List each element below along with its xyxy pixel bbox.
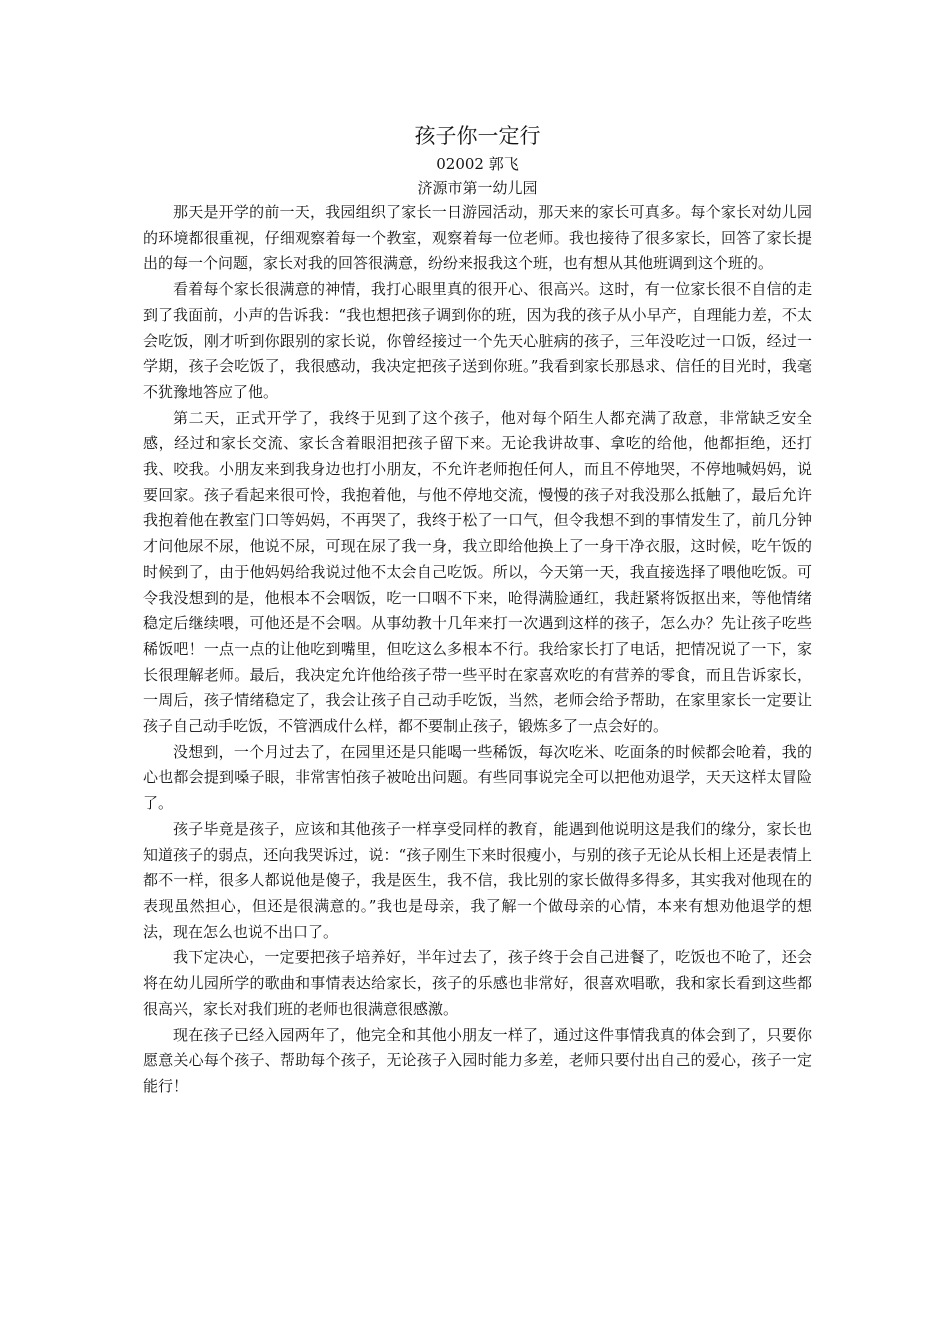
body-paragraph: 现在孩子已经入园两年了，他完全和其他小朋友一样了，通过这件事情我真的体会到了，只要你愿意关心每个孩子、帮助每个孩子，无论孩子入园时能力多差，老师只要付出自己的爱心，孩子一定能行！ [143,1025,812,1095]
body-paragraph: 那天是开学的前一天，我园组织了家长一日游园活动，那天来的家长可真多。每个家长对幼儿园的环境都很重视，仔细观察着每一个教室，观察着每一位老师。我也接待了很多家长，回答了家长提出的每一个问题，家长对我的回答很满意，纷纷来报我这个班，也有想从其他班调到这个班的。 [143,203,812,273]
body-paragraph: 我下定决心，一定要把孩子培养好，半年过去了，孩子终于会自己进餐了，吃饭也不呛了，还会将在幼儿园所学的歌曲和事情表达给家长，孩子的乐感也非常好，很喜欢唱歌，我和家长看到这些都很高兴，家长对我们班的老师也很满意很感激。 [143,948,812,1018]
document-title: 孩子你一定行 [414,124,541,148]
body-paragraph: 第二天，正式开学了，我终于见到了这个孩子，他对每个陌生人都充满了敌意，非常缺乏安全感，经过和家长交流、家长含着眼泪把孩子留下来。无论我讲故事、拿吃的给他，他都拒绝，还打我、咬我。小朋友来到我身边也打小朋友，不允许老师抱任何人，而且不停地哭，不停地喊妈妈，说要回家。孩子看起来很可怜，我抱着他，与他不停地交流，慢慢的孩子对我没那么抵触了，最后允许我抱着他在教室门口等妈妈，不再哭了，我终于松了一口气，但令我想不到的事情发生了，前几分钟才问他尿不尿，他说不尿，可现在尿了我一身，我立即给他换上了一身干净衣服，这时候，吃午饭的时候到了，由于他妈妈给我说过他不太会自己吃饭。所以，今天第一天，我直接选择了喂他吃饭。可令我没想到的是，他根本不会咽饭，吃一口咽不下来，呛得满脸通红，我赶紧将饭抠出来，等他情绪稳定后继续喂，可他还是不会咽。从事幼教十几年来打一次遇到这样的孩子，怎么办？先让孩子吃些稀饭吧！一点一点的让他吃到嘴里，但吃这么多根本不行。我给家长打了电话，把情况说了一下，家长很理解老师。最后，我决定允许他给孩子带一些平时在家喜欢吃的有营养的零食，而且告诉家长，一周后，孩子情绪稳定了，我会让孩子自己动手吃饭，当然，老师会给予帮助，在家里家长一定要让孩子自己动手吃饭，不管洒成什么样，都不要制止孩子，锻炼多了一点会好的。 [143,408,812,736]
organization-line: 济源市第一幼儿园 [417,179,538,197]
author-line: 02002 郭飞 [436,155,519,173]
body-paragraph: 看着每个家长很满意的神情，我打心眼里真的很开心、很高兴。这时，有一位家长很不自信的走到了我面前，小声的告诉我：“我也想把孩子调到你的班，因为我的孩子从小早产，自理能力差，不太会吃饭，刚才听到你跟别的家长说，你曾经接过一个先天心脏病的孩子，三年没吃过一口饭，经过一学期，孩子会吃饭了，我很感动，我决定把孩子送到你班。”我看到家长那恳求、信任的目光时，我毫不犹豫地答应了他。 [143,280,812,401]
document-body [143,200,812,1100]
body-paragraph: 孩子毕竟是孩子，应该和其他孩子一样享受同样的教育，能遇到他说明这是我们的缘分，家长也知道孩子的弱点，还向我哭诉过，说：“孩子刚生下来时很瘦小，与别的孩子无论从长相上还是表情上都不一样，很多人都说他是傻子，我是医生，我不信，我比别的家长做得多得多，其实我对他现在的表现虽然担心，但还是很满意的。”我也是母亲，我了解一个做母亲的心情，本来有想劝他退学的想法，现在怎么也说不出口了。 [143,819,812,941]
body-paragraph: 没想到，一个月过去了，在园里还是只能喝一些稀饭，每次吃米、吃面条的时候都会呛着，我的心也都会提到嗓子眼，非常害怕孩子被呛出问题。有些同事说完全可以把他劝退学，天天这样太冒险了。 [143,742,812,813]
document-page [143,120,812,1100]
